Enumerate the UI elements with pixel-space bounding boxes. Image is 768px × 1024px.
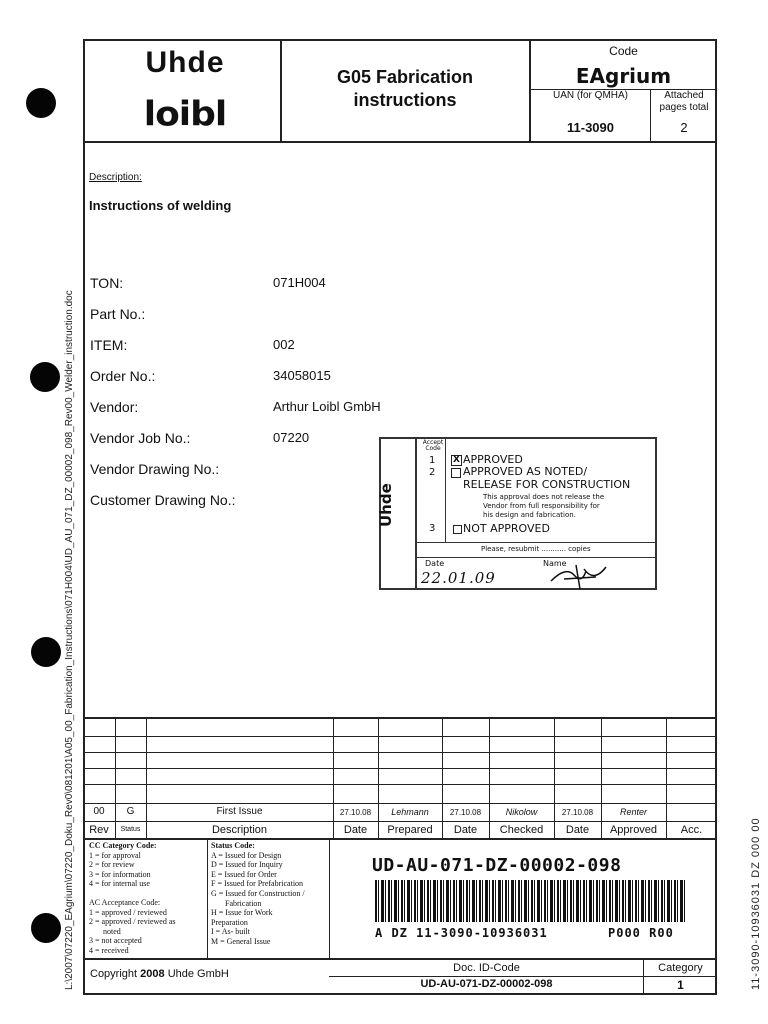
description-value: First Issue (216, 806, 263, 817)
checked-value: Nikolow (505, 807, 538, 817)
status-legend (211, 841, 327, 947)
punch-hole-1 (26, 88, 56, 118)
header-date-1: Date (343, 824, 368, 836)
option-not-approved: NOT APPROVED (463, 522, 550, 535)
status-item-6: Fabrication (225, 898, 262, 908)
cc-legend (89, 841, 205, 956)
header-date-2: Date (453, 824, 478, 836)
field-label-vendor: Vendor: (90, 399, 139, 415)
code-label: Code (609, 44, 638, 58)
status-item-1: A = Issued for Design (211, 850, 282, 860)
copyright-year: 2008 (140, 968, 165, 980)
margin-doc-code: 11-3090-10936031 DZ 000 00 (750, 817, 762, 990)
stamp-signature (546, 561, 616, 591)
header-status: Status (120, 826, 141, 833)
field-value-order-no: 34058015 (273, 368, 331, 383)
ac-item-2: 2 = approved / reviewed as (89, 917, 176, 927)
status-item-2: D = Issued for Inquiry (211, 860, 283, 870)
copyright-prefix: Copyright (90, 968, 138, 980)
field-value-ton: 071H004 (273, 275, 326, 290)
date1-value: 27.10.08 (339, 808, 372, 817)
barcode-suffix: P000 R00 (608, 926, 674, 940)
note-line-2: Vendor from full responsibility for (483, 502, 600, 510)
doc-number-large: UD-AU-071-DZ-00002-098 (372, 855, 622, 876)
approval-stamp (379, 437, 657, 590)
status-item-3: E = Issued for Order (211, 869, 277, 879)
header-checked: Checked (499, 824, 544, 836)
checkbox-approved[interactable] (451, 455, 462, 466)
option-approved: APPROVED (463, 453, 523, 466)
stamp-name-label: Name (543, 559, 567, 568)
ac-item-4: 3 = not accepted (89, 936, 142, 946)
option-approved-as-noted: APPROVED AS NOTED/ (463, 465, 588, 478)
cc-item-3: 3 = for information (89, 869, 151, 879)
resubmit-text: Please, resubmit ........... copies (481, 545, 591, 553)
doc-id-value: UD-AU-071-DZ-00002-098 (420, 978, 553, 990)
rev-value: 00 (93, 806, 105, 817)
header-acc: Acc. (680, 824, 703, 836)
header-description: Description (211, 824, 268, 836)
cc-item-1: 1 = for approval (89, 850, 141, 860)
field-label-item: ITEM: (90, 337, 128, 353)
copyright (90, 968, 229, 980)
punch-hole-2 (30, 362, 60, 392)
status-item-7: H = Issue for Work (211, 908, 273, 918)
status-item-5: G = Issued for Construction / (211, 888, 305, 898)
checkbox-not-approved[interactable] (453, 525, 462, 534)
doc-id-label: Doc. ID-Code (453, 962, 520, 974)
copyright-company: Uhde GmbH (167, 968, 229, 980)
description-text: Instructions of welding (89, 198, 232, 213)
cc-title: CC Category Code: (89, 841, 157, 850)
attached-value: 2 (680, 120, 688, 135)
ac-title: AC Acceptance Code: (89, 897, 161, 907)
uan-value: 11-3090 (567, 120, 614, 135)
field-label-vendor-job-no: Vendor Job No.: (90, 430, 191, 446)
barcode (375, 880, 685, 922)
accept-code-label: Accept Code (422, 439, 444, 452)
ac-item-1: 1 = approved / reviewed (89, 907, 167, 917)
cc-item-4: 4 = for internal use (89, 879, 150, 889)
checkbox-approved-mark: X (453, 455, 460, 465)
uan-label: UAN (for QMHA) (553, 90, 628, 101)
category-label: Category (658, 962, 703, 974)
approved-value: Renter (619, 807, 647, 817)
status-value: G (126, 806, 135, 817)
note-line-3: his design and fabrication. (483, 511, 576, 519)
field-label-order-no: Order No.: (90, 368, 156, 384)
header-approved: Approved (609, 824, 658, 836)
stamp-date-value: 22.01.09 (421, 569, 496, 587)
punch-hole-3 (31, 637, 61, 667)
note-line-1: This approval does not release the (483, 493, 605, 501)
status-item-9: I = As- built (211, 927, 250, 937)
prepared-value: Lehmann (391, 807, 429, 817)
status-item-4: F = Issued for Prefabrication (211, 879, 304, 889)
client-logo: EAgrium (575, 64, 672, 88)
attached-label: Attached pages total (659, 90, 709, 113)
status-title: Status Code: (211, 841, 255, 850)
field-value-item: 002 (273, 337, 295, 352)
punch-hole-4 (31, 913, 61, 943)
uhde-logo: Uhde (145, 46, 225, 79)
header-prepared: Prepared (387, 824, 433, 836)
date3-value: 27.10.08 (561, 808, 594, 817)
field-label-ton: TON: (90, 275, 124, 291)
page-title: G05 Fabrication instructions (336, 67, 474, 110)
status-item-10: M = General Issue (211, 936, 271, 946)
cc-item-2: 2 = for review (89, 860, 135, 870)
stamp-date-label: Date (425, 559, 445, 568)
field-label-part-no: Part No.: (90, 306, 146, 322)
option-1-number: 1 (429, 455, 436, 466)
header-rev: Rev (89, 824, 109, 836)
option-2-number: 2 (429, 467, 436, 478)
barcode-text: A DZ 11-3090-10936031 (375, 926, 548, 940)
field-label-vendor-drawing-no: Vendor Drawing No.: (90, 461, 220, 477)
stamp-uhde-logo: Uhde (377, 483, 395, 527)
option-release-for-construction: RELEASE FOR CONSTRUCTION (463, 478, 631, 491)
category-value: 1 (677, 978, 684, 992)
checkbox-approved-as-noted[interactable] (451, 468, 461, 478)
field-value-vendor-job-no: 07220 (273, 430, 310, 445)
description-label: Description: (89, 172, 142, 183)
field-label-customer-drawing-no: Customer Drawing No.: (90, 492, 236, 508)
ac-item-3: noted (103, 926, 121, 936)
date2-value: 27.10.08 (449, 808, 482, 817)
status-item-8: Preparation (211, 917, 248, 927)
option-3-number: 3 (429, 523, 436, 534)
margin-file-path: L:\2007\07220_EAgrium\07220_Doku_Rev0\081201\A05_00_Fabrication_Instructions\071H004\UD_AU_071_DZ_00002_098_Rev00_Welder_instruction.doc (64, 290, 75, 990)
field-value-vendor: Arthur Loibl GmbH (273, 399, 381, 414)
loibl-logo: loibl (143, 95, 227, 134)
header-date-3: Date (565, 824, 590, 836)
ac-item-5: 4 = received (89, 945, 129, 955)
